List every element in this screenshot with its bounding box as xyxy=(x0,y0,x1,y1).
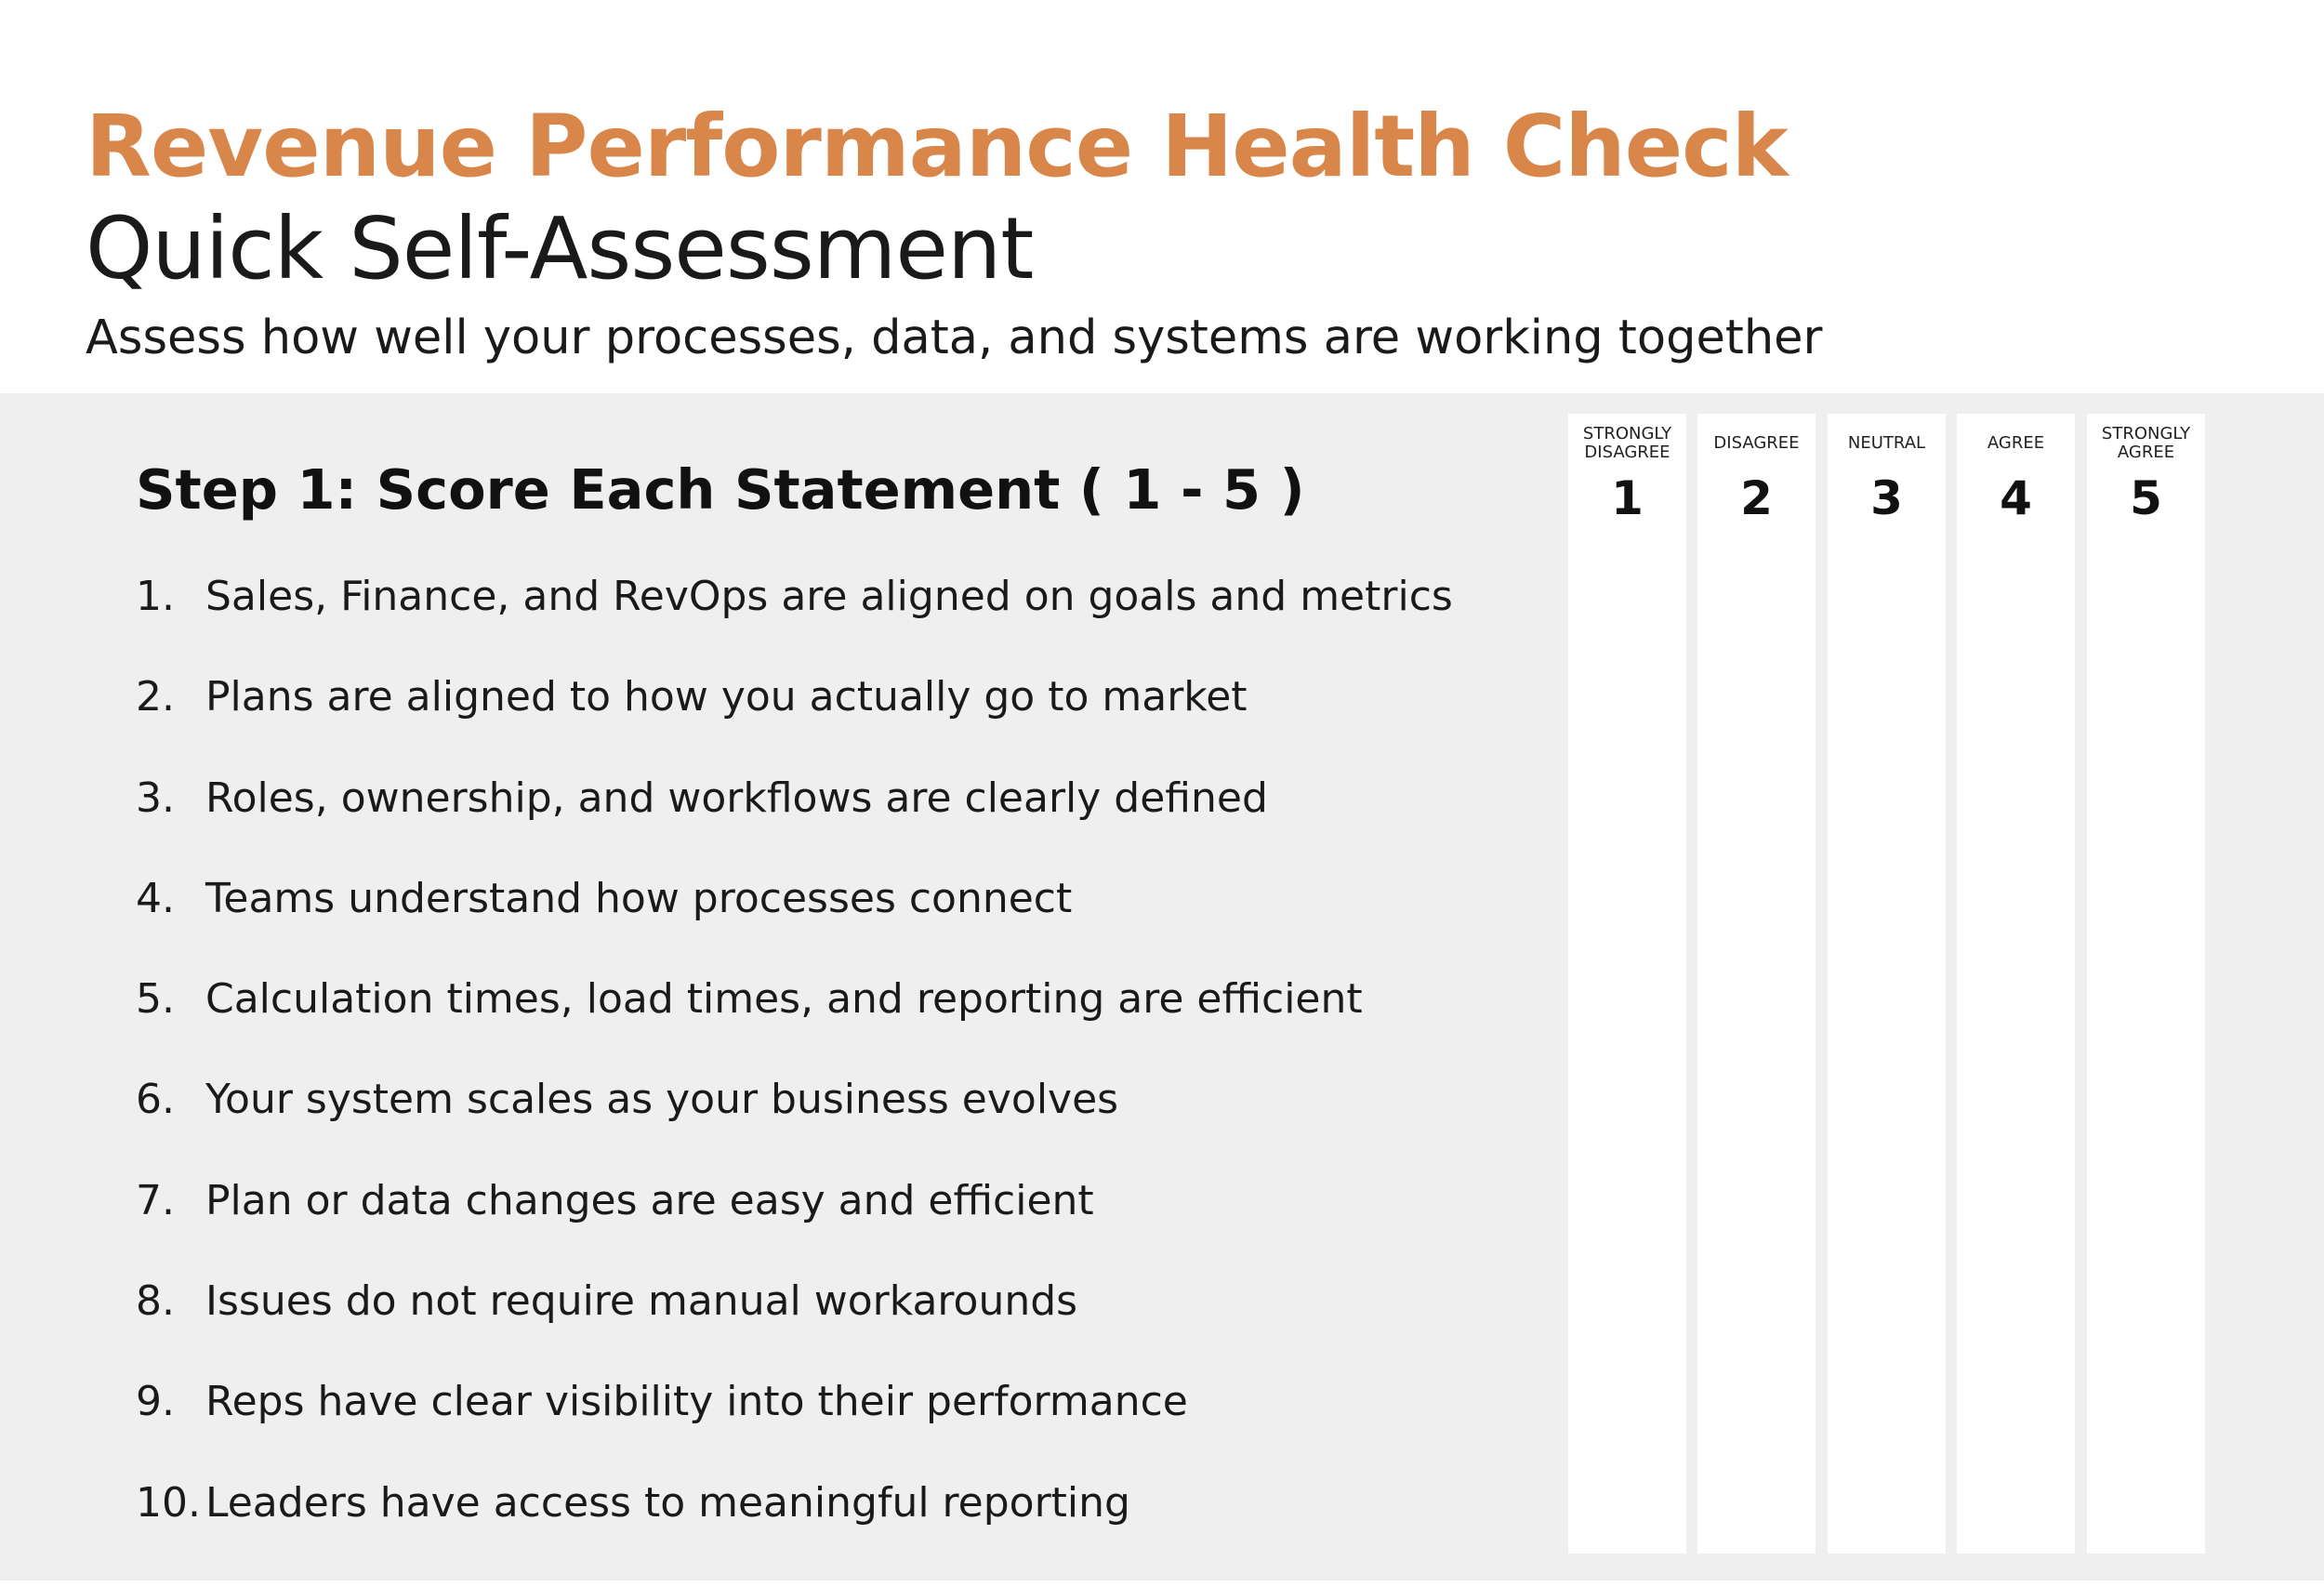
score-column-label xyxy=(1697,421,1816,466)
statement-number: 10. xyxy=(136,1478,201,1527)
statement-text: Roles, ownership, and workflows are clearly defined xyxy=(205,774,1268,822)
statement-text: Calculation times, load times, and reporting are efficient xyxy=(205,975,1363,1024)
statement-number: 7. xyxy=(136,1176,175,1224)
score-column-label xyxy=(1828,421,1946,466)
statement-text: Sales, Finance, and RevOps are aligned on goals and metrics xyxy=(205,573,1453,620)
score-label-line: STRONGLY xyxy=(1582,424,1672,443)
score-column-number: 3 xyxy=(1870,471,1903,525)
score-column-3[interactable] xyxy=(1828,414,1946,1554)
score-column-number: 4 xyxy=(2000,471,2032,525)
score-label-line: AGREE xyxy=(2117,443,2175,462)
score-column-label xyxy=(2087,421,2205,466)
statement-number: 2. xyxy=(136,673,175,721)
statement-number: 5. xyxy=(136,975,175,1024)
score-column-number: 5 xyxy=(2130,471,2162,525)
score-label-line: DISAGREE xyxy=(1584,443,1670,462)
score-column-number: 1 xyxy=(1611,471,1644,525)
page-tagline: Assess how well your processes, data, and systems are working together xyxy=(86,311,1823,365)
statement-text: Reps have clear visibility into their performance xyxy=(205,1378,1188,1426)
statement-text: Teams understand how processes connect xyxy=(205,874,1073,922)
step-title: Step 1: Score Each Statement ( 1 - 5 ) xyxy=(136,457,1305,522)
statement-number: 1. xyxy=(136,573,175,620)
statement-number: 9. xyxy=(136,1378,175,1426)
statement-number: 4. xyxy=(136,874,175,922)
score-column-5[interactable] xyxy=(2087,414,2205,1554)
score-label-line: NEUTRAL xyxy=(1847,433,1926,453)
statement-text: Issues do not require manual workarounds xyxy=(205,1277,1078,1326)
statement-number: 3. xyxy=(136,774,175,822)
page-title: Revenue Performance Health Check xyxy=(86,97,1788,196)
statement-text: Plans are aligned to how you actually go to market xyxy=(205,673,1248,721)
statement-number: 6. xyxy=(136,1076,175,1124)
statement-text: Leaders have access to meaningful reporting xyxy=(205,1478,1130,1527)
score-label-line: STRONGLY xyxy=(2101,424,2191,443)
score-label-line: AGREE xyxy=(1987,433,2045,453)
score-label-line: DISAGREE xyxy=(1713,433,1800,453)
statement-text: Plan or data changes are easy and efficient xyxy=(205,1176,1094,1224)
statement-number: 8. xyxy=(136,1277,175,1326)
score-column-4[interactable] xyxy=(1957,414,2075,1554)
statement-text: Your system scales as your business evolves xyxy=(205,1076,1119,1124)
score-column-1[interactable] xyxy=(1568,414,1686,1554)
score-column-label xyxy=(1957,421,2075,466)
score-column-label xyxy=(1568,421,1686,466)
score-column-number: 2 xyxy=(1740,471,1773,525)
page-subtitle: Quick Self-Assessment xyxy=(86,199,1034,298)
score-column-2[interactable] xyxy=(1697,414,1816,1554)
